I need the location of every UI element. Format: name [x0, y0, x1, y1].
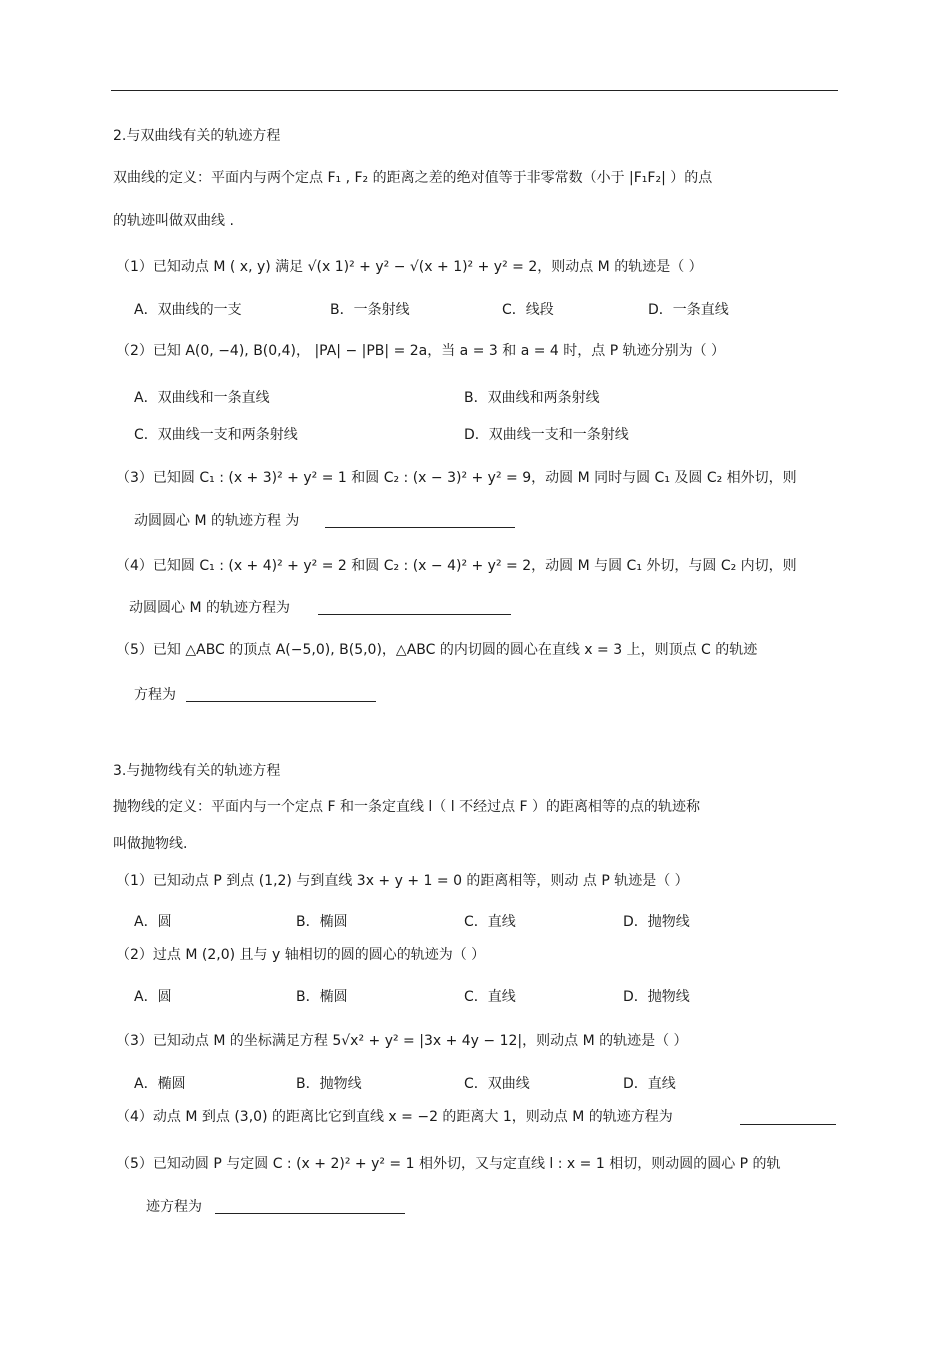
- s2-q2-stem: （2）已知 A(0, −4), B(0,4)， |PA| − |PB| = 2a，当 a = 3 和 a = 4 时，点 P 轨迹分别为（ ）: [116, 343, 726, 359]
- s2-q4-answer-blank[interactable]: [318, 614, 511, 615]
- s2-q1-option-c: C．线段: [502, 302, 554, 318]
- section3-title: 3.与抛物线有关的轨迹方程: [113, 763, 281, 779]
- s3-q1-option-c: C．直线: [464, 914, 516, 930]
- s2-q4-line2: 动圆圆心 M 的轨迹方程为: [129, 600, 290, 616]
- s3-q2-option-b: B．椭圆: [296, 989, 348, 1005]
- s3-q3-option-b: B．抛物线: [296, 1076, 362, 1092]
- s2-q5-answer-blank[interactable]: [186, 701, 376, 702]
- s3-q5-answer-blank[interactable]: [215, 1213, 405, 1214]
- section2-definition-line2: 的轨迹叫做双曲线 .: [113, 213, 234, 229]
- s3-q3-stem: （3）已知动点 M 的坐标满足方程 5√x² + y² = |3x + 4y − 12|，则动点 M 的轨迹是（ ）: [116, 1033, 688, 1049]
- s2-q2-option-d: D．双曲线一支和一条射线: [464, 427, 629, 443]
- s3-q3-option-c: C．双曲线: [464, 1076, 530, 1092]
- s2-q3-answer-blank[interactable]: [325, 527, 515, 528]
- s3-q1-stem: （1）已知动点 P 到点 (1,2) 与到直线 3x + y + 1 = 0 的距离相等，则动 点 P 轨迹是（ ）: [116, 873, 689, 889]
- s3-q2-option-d: D．抛物线: [623, 989, 690, 1005]
- s3-q1-option-d: D．抛物线: [623, 914, 690, 930]
- s3-q4-stem: （4）动点 M 到点 (3,0) 的距离比它到直线 x = −2 的距离大 1，则动点 M 的轨迹方程为: [116, 1109, 673, 1125]
- s2-q4-line1: （4）已知圆 C₁ : (x + 4)² + y² = 2 和圆 C₂ : (x − 4)² + y² = 2，动圆 M 与圆 C₁ 外切，与圆 C₂ 内切，则: [116, 558, 797, 574]
- s3-q1-option-b: B．椭圆: [296, 914, 348, 930]
- section3-definition-line1: 抛物线的定义：平面内与一个定点 F 和一条定直线 l（ l 不经过点 F ）的距离相等的点的轨迹称: [113, 799, 701, 815]
- section2-definition-line1: 双曲线的定义：平面内与两个定点 F₁ , F₂ 的距离之差的绝对值等于非零常数（小于 |F₁F₂| ）的点: [113, 170, 713, 186]
- s3-q3-option-d: D．直线: [623, 1076, 676, 1092]
- section2-title: 2.与双曲线有关的轨迹方程: [113, 128, 281, 144]
- s2-q1-option-a: A．双曲线的一支: [134, 302, 242, 318]
- s2-q5-line2: 方程为: [134, 687, 176, 703]
- s2-q5-line1: （5）已知 △ABC 的顶点 A(−5,0), B(5,0)，△ABC 的内切圆的圆心在直线 x = 3 上，则顶点 C 的轨迹: [116, 642, 758, 658]
- s2-q2-option-c: C．双曲线一支和两条射线: [134, 427, 298, 443]
- s3-q5-line2: 迹方程为: [146, 1199, 202, 1215]
- s3-q2-option-c: C．直线: [464, 989, 516, 1005]
- header-rule: [111, 90, 838, 91]
- s2-q2-option-a: A．双曲线和一条直线: [134, 390, 270, 406]
- s3-q2-option-a: A．圆: [134, 989, 172, 1005]
- s2-q1-stem: （1）已知动点 M ( x, y) 满足 √(x 1)² + y² − √(x + 1)² + y² = 2，则动点 M 的轨迹是（ ）: [116, 259, 703, 275]
- s2-q3-line1: （3）已知圆 C₁ : (x + 3)² + y² = 1 和圆 C₂ : (x − 3)² + y² = 9，动圆 M 同时与圆 C₁ 及圆 C₂ 相外切，则: [116, 470, 797, 486]
- s2-q1-option-d: D．一条直线: [648, 302, 729, 318]
- s3-q2-stem: （2）过点 M (2,0) 且与 y 轴相切的圆的圆心的轨迹为（ ）: [116, 947, 486, 963]
- s2-q3-line2: 动圆圆心 M 的轨迹方程 为: [134, 513, 300, 529]
- s3-q5-line1: （5）已知动圆 P 与定圆 C : (x + 2)² + y² = 1 相外切，又与定直线 l : x = 1 相切，则动圆的圆心 P 的轨: [116, 1156, 781, 1172]
- s3-q4-answer-blank[interactable]: [740, 1124, 836, 1125]
- s2-q2-option-b: B．双曲线和两条射线: [464, 390, 600, 406]
- s3-q1-option-a: A．圆: [134, 914, 172, 930]
- section3-definition-line2: 叫做抛物线.: [113, 836, 188, 852]
- s2-q1-option-b: B．一条射线: [330, 302, 410, 318]
- s3-q3-option-a: A．椭圆: [134, 1076, 186, 1092]
